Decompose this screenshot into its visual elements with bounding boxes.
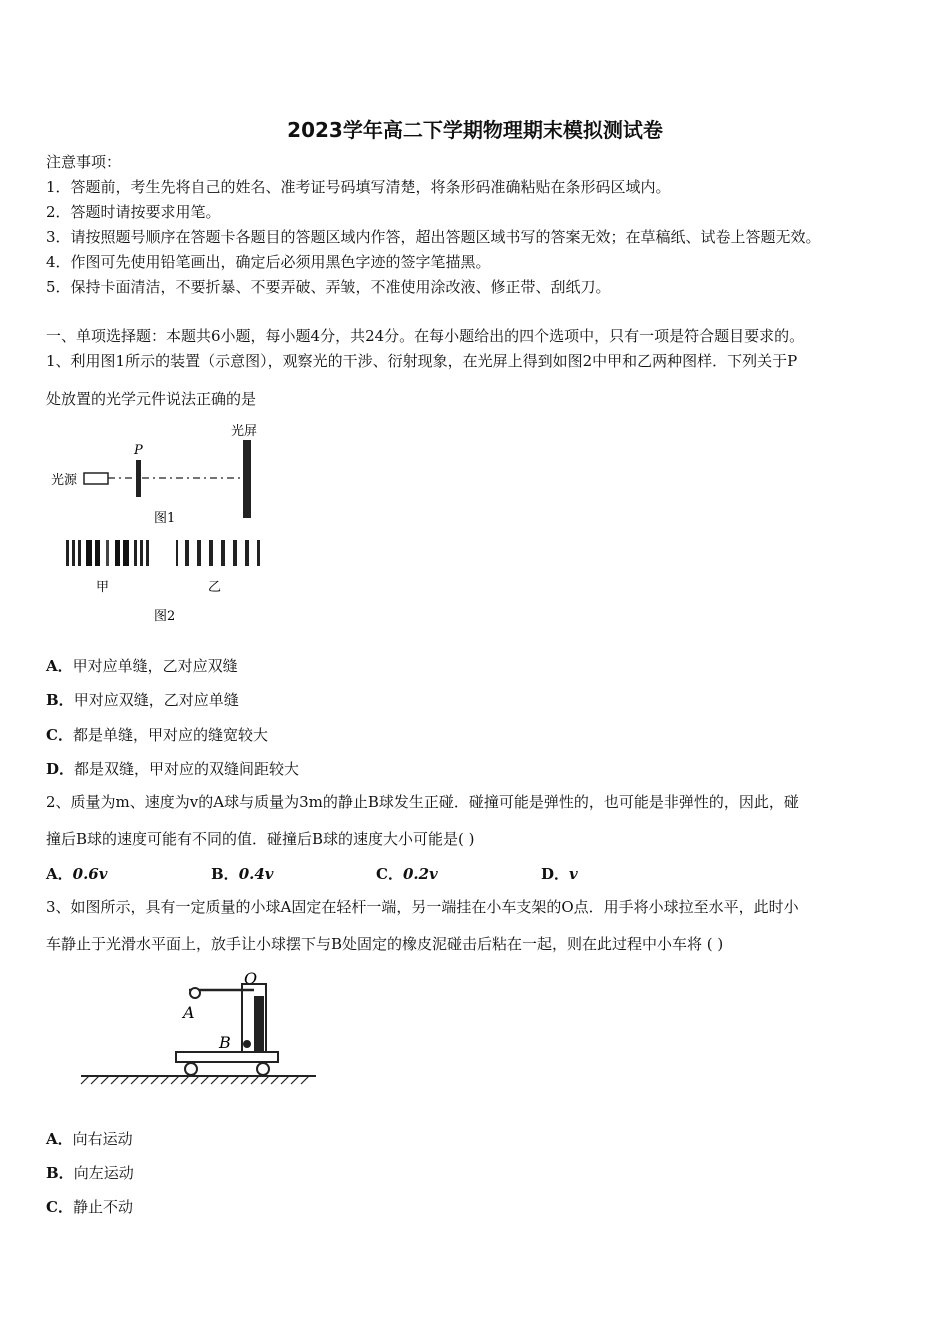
plasticine-block — [254, 996, 264, 1052]
option-c — [46, 1196, 133, 1217]
pattern-jia — [66, 540, 149, 566]
notice-item: 3．请按照题号顺序在答题卡各题目的答题区域内作答，超出答题区域书写的答案无效；在草稿纸、试卷上答题无效。 — [46, 228, 821, 246]
option-label: A． — [46, 1130, 73, 1148]
option-text: 0.2v — [402, 865, 438, 883]
option-b — [46, 689, 239, 710]
option-c — [46, 724, 268, 745]
cart-base — [176, 1052, 278, 1062]
light-source-label: 光源 — [51, 473, 78, 488]
option-d — [46, 758, 299, 779]
option-a — [46, 655, 238, 676]
option-b — [211, 863, 274, 884]
figure-2-caption: 图2 — [154, 609, 176, 624]
option-label: C． — [46, 1198, 73, 1216]
option-text: 向右运动 — [72, 1130, 133, 1148]
option-label: A． — [46, 865, 73, 883]
option-label: C． — [46, 726, 73, 744]
b-label: B — [219, 1033, 231, 1052]
screen-bar — [243, 440, 251, 518]
option-text: v — [569, 865, 578, 883]
screen-label: 光屏 — [231, 424, 258, 439]
figure-1-caption: 图1 — [154, 511, 176, 526]
option-label: B． — [46, 1164, 74, 1182]
question-1-text-cont: 处放置的光学元件说法正确的是 — [46, 390, 257, 408]
option-text: 静止不动 — [72, 1198, 133, 1216]
option-text: 都是双缝，甲对应的双缝间距较大 — [74, 760, 300, 778]
notice-item: 4．作图可先使用铅笔画出，确定后必须用黑色字迹的签字笔描黑。 — [46, 253, 491, 271]
page-title: 2023学年高二下学期物理期末模拟测试卷 — [287, 118, 663, 142]
yi-label: 乙 — [208, 580, 222, 595]
figure-3-cart — [76, 962, 326, 1092]
question-3-text-cont: 车静止于光滑水平面上，放手让小球摆下与B处固定的橡皮泥碰击后粘在一起，则在此过程中小车将 ( ) — [46, 935, 724, 953]
question-1-text: 1、利用图1所示的装置（示意图），观察光的干涉、衍射现象，在光屏上得到如图2中甲和乙两种图样．下列关于P — [46, 352, 798, 370]
wheel-left — [185, 1063, 197, 1075]
notice-item: 5．保持卡面清洁，不要折暴、不要弄破、弄皱，不准使用涂改液、修正带、刮纸刀。 — [46, 278, 611, 296]
point-b — [243, 1040, 251, 1048]
question-2-text-cont: 撞后B球的速度可能有不同的值．碰撞后B球的速度大小可能是( ) — [46, 830, 475, 848]
notice-item: 1．答题前，考生先将自己的姓名、准考证号码填写清楚，将条形码准确粘贴在条形码区域内。 — [46, 178, 671, 196]
option-text: 向左运动 — [73, 1164, 134, 1182]
option-text: 甲对应单缝，乙对应双缝 — [72, 657, 238, 675]
element-p — [136, 460, 141, 497]
option-label: A． — [46, 657, 73, 675]
option-text: 0.4v — [238, 865, 274, 883]
ball-a — [190, 988, 200, 998]
option-label: B． — [46, 691, 74, 709]
option-d — [541, 863, 578, 884]
option-a — [46, 863, 107, 884]
option-label: D． — [46, 760, 75, 778]
option-label: D． — [541, 865, 570, 883]
option-a — [46, 1128, 133, 1149]
light-source-box — [84, 473, 108, 484]
question-2-text: 2、质量为m、速度为v的A球与质量为3m的静止B球发生正碰．碰撞可能是弹性的，也可能是非弹性的，因此，碰 — [46, 793, 799, 811]
option-label: B． — [211, 865, 239, 883]
a-label: A — [183, 1003, 195, 1022]
wheel-right — [257, 1063, 269, 1075]
notice-heading: 注意事项： — [46, 153, 122, 171]
option-text: 0.6v — [72, 865, 108, 883]
jia-label: 甲 — [96, 580, 110, 595]
section-heading: 一、单项选择题：本题共6小题，每小题4分，共24分。在每小题给出的四个选项中，只有一项是符合题目要求的。 — [46, 327, 805, 345]
option-text: 甲对应双缝，乙对应单缝 — [73, 691, 239, 709]
p-label: P — [134, 443, 143, 458]
option-text: 都是单缝，甲对应的缝宽较大 — [72, 726, 268, 744]
option-b — [46, 1162, 134, 1183]
option-label: C． — [376, 865, 403, 883]
figure-1-apparatus — [46, 418, 286, 628]
pattern-yi — [176, 540, 260, 566]
ground-hatch — [81, 1076, 309, 1084]
notice-item: 2．答题时请按要求用笔。 — [46, 203, 221, 221]
question-3-text: 3、如图所示，具有一定质量的小球A固定在轻杆一端，另一端挂在小车支架的O点．用手将小球拉至水平，此时小 — [46, 898, 799, 916]
o-label: O — [244, 969, 258, 988]
option-c — [376, 863, 438, 884]
